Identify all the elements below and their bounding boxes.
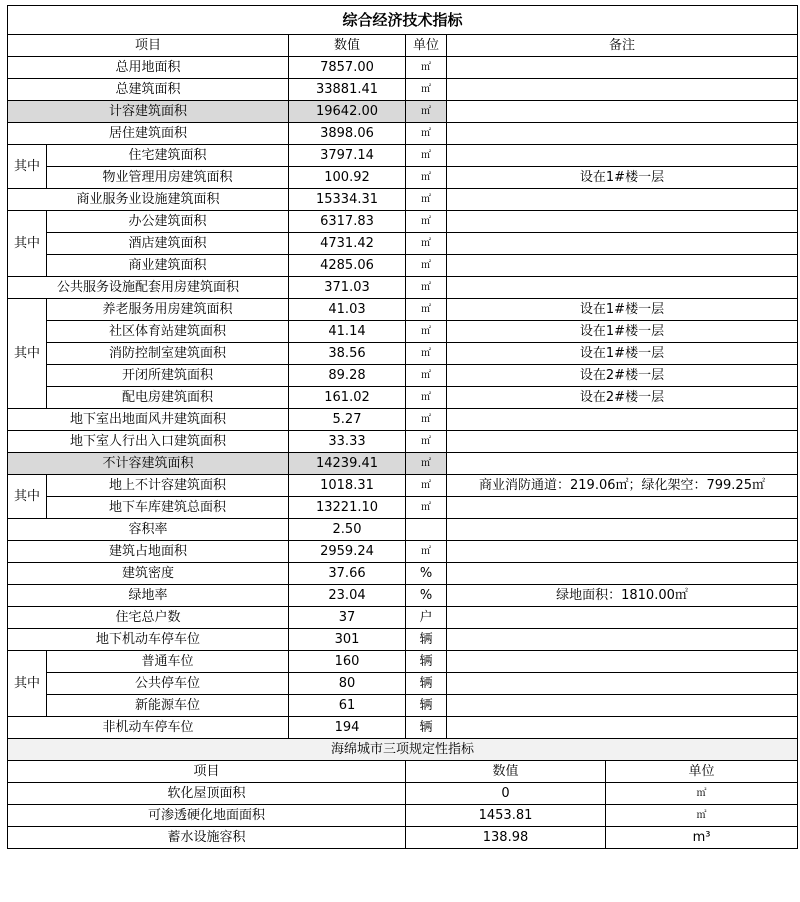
row-label: 居住建筑面积 [8,123,289,145]
table-row [8,475,798,497]
header-value: 数值 [289,35,406,57]
row-value: 160 [289,651,406,673]
row-unit: ㎡ [406,211,447,233]
row-value: 100.92 [289,167,406,189]
row-value: 14239.41 [289,453,406,475]
row-unit: ㎡ [406,431,447,453]
row-label: 商业建筑面积 [47,255,289,277]
row-label: 新能源车位 [47,695,289,717]
row-unit: ㎡ [406,321,447,343]
row-unit: ㎡ [406,255,447,277]
row-value: 4285.06 [289,255,406,277]
sponge-row-value: 138.98 [406,827,606,849]
sponge-section-title: 海绵城市三项规定性指标 [8,739,798,761]
row-unit: 辆 [406,629,447,651]
group-label: 其中 [8,651,47,717]
row-unit: 户 [406,607,447,629]
sponge-row-unit: m³ [606,827,798,849]
row-note: 绿地面积：1810.00㎡ [447,585,798,607]
table-row [8,497,798,519]
row-value: 41.14 [289,321,406,343]
table-row [8,79,798,101]
table-row [8,717,798,739]
row-unit: ㎡ [406,79,447,101]
row-note: 商业消防通道：219.06㎡；绿化架空：799.25㎡ [447,475,798,497]
row-value: 37.66 [289,563,406,585]
row-note [447,519,798,541]
row-note [447,145,798,167]
row-label: 地下室人行出入口建筑面积 [8,431,289,453]
row-note [447,651,798,673]
sponge-indicator-table [7,760,798,849]
row-value: 194 [289,717,406,739]
row-note [447,233,798,255]
row-label: 开闭所建筑面积 [47,365,289,387]
row-value: 33881.41 [289,79,406,101]
row-note [447,629,798,651]
row-label: 地下机动车停车位 [8,629,289,651]
row-note [447,409,798,431]
group-label: 其中 [8,145,47,189]
row-label: 建筑密度 [8,563,289,585]
row-note [447,673,798,695]
row-unit: ㎡ [406,277,447,299]
table-row [8,387,798,409]
row-value: 15334.31 [289,189,406,211]
row-unit: ㎡ [406,409,447,431]
row-label: 酒店建筑面积 [47,233,289,255]
row-unit: ㎡ [406,541,447,563]
row-note: 设在1#楼一层 [447,299,798,321]
sponge-row-unit: ㎡ [606,805,798,827]
row-value: 23.04 [289,585,406,607]
row-value: 4731.42 [289,233,406,255]
row-unit: ㎡ [406,189,447,211]
table-row [8,541,798,563]
row-label: 地下室出地面风井建筑面积 [8,409,289,431]
row-note: 设在2#楼一层 [447,365,798,387]
row-note [447,497,798,519]
row-label: 办公建筑面积 [47,211,289,233]
row-unit: ㎡ [406,497,447,519]
row-label: 物业管理用房建筑面积 [47,167,289,189]
row-value: 33.33 [289,431,406,453]
main-indicator-table [7,5,798,761]
table-row [8,651,798,673]
row-note: 设在1#楼一层 [447,343,798,365]
row-unit: ㎡ [406,453,447,475]
table-row [8,255,798,277]
row-note: 设在1#楼一层 [447,321,798,343]
row-note [447,431,798,453]
sponge-row-label: 可渗透硬化地面面积 [8,805,406,827]
row-unit: ㎡ [406,57,447,79]
row-value: 38.56 [289,343,406,365]
row-value: 2.50 [289,519,406,541]
row-label: 养老服务用房建筑面积 [47,299,289,321]
row-note [447,123,798,145]
table-row [8,673,798,695]
row-label: 非机动车停车位 [8,717,289,739]
row-note: 设在1#楼一层 [447,167,798,189]
table-row [8,563,798,585]
group-label: 其中 [8,299,47,409]
row-unit: ㎡ [406,145,447,167]
row-note [447,563,798,585]
sponge-header-item: 项目 [8,761,406,783]
table-row [8,827,798,849]
row-unit: ㎡ [406,343,447,365]
table-row [8,123,798,145]
row-value: 301 [289,629,406,651]
table-row [8,607,798,629]
header-unit: 单位 [406,35,447,57]
row-label: 公共停车位 [47,673,289,695]
row-unit: ㎡ [406,167,447,189]
row-label: 消防控制室建筑面积 [47,343,289,365]
row-unit: 辆 [406,651,447,673]
table-title: 综合经济技术指标 [8,6,798,35]
indicator-sheet [7,5,797,849]
row-note [447,607,798,629]
table-row [8,783,798,805]
row-label: 总用地面积 [8,57,289,79]
row-unit: ㎡ [406,365,447,387]
row-unit: ㎡ [406,123,447,145]
row-label: 不计容建筑面积 [8,453,289,475]
table-row [8,145,798,167]
table-row [8,453,798,475]
row-value: 41.03 [289,299,406,321]
table-row [8,57,798,79]
table-row [8,409,798,431]
group-label: 其中 [8,211,47,277]
row-label: 建筑占地面积 [8,541,289,563]
row-unit: 辆 [406,695,447,717]
row-label: 绿地率 [8,585,289,607]
table-row [8,629,798,651]
row-note [447,277,798,299]
row-note [447,255,798,277]
table-row [8,431,798,453]
row-label: 住宅建筑面积 [47,145,289,167]
table-row [8,277,798,299]
table-row [8,321,798,343]
row-note: 设在2#楼一层 [447,387,798,409]
row-unit: 辆 [406,673,447,695]
row-value: 2959.24 [289,541,406,563]
row-label: 普通车位 [47,651,289,673]
group-label: 其中 [8,475,47,519]
header-item: 项目 [8,35,289,57]
table-row [8,365,798,387]
row-value: 61 [289,695,406,717]
row-note [447,717,798,739]
row-value: 161.02 [289,387,406,409]
row-note [447,101,798,123]
table-row [8,299,798,321]
row-unit: ㎡ [406,233,447,255]
row-label: 社区体育站建筑面积 [47,321,289,343]
row-label: 住宅总户数 [8,607,289,629]
header-note: 备注 [447,35,798,57]
row-value: 6317.83 [289,211,406,233]
row-value: 5.27 [289,409,406,431]
row-unit: ㎡ [406,101,447,123]
table-row [8,211,798,233]
table-row [8,519,798,541]
table-row [8,101,798,123]
sponge-row-unit: ㎡ [606,783,798,805]
row-value: 37 [289,607,406,629]
table-row [8,695,798,717]
row-unit: 辆 [406,717,447,739]
row-label: 总建筑面积 [8,79,289,101]
row-value: 13221.10 [289,497,406,519]
row-unit: % [406,585,447,607]
row-value: 371.03 [289,277,406,299]
row-value: 19642.00 [289,101,406,123]
row-unit: ㎡ [406,299,447,321]
row-note [447,695,798,717]
row-note [447,189,798,211]
row-note [447,541,798,563]
row-unit: ㎡ [406,387,447,409]
row-label: 地上不计容建筑面积 [47,475,289,497]
table-row [8,233,798,255]
row-note [447,79,798,101]
row-unit: % [406,563,447,585]
row-note [447,211,798,233]
row-value: 3797.14 [289,145,406,167]
row-value: 80 [289,673,406,695]
row-value: 3898.06 [289,123,406,145]
sponge-row-value: 1453.81 [406,805,606,827]
row-label: 容积率 [8,519,289,541]
row-note [447,57,798,79]
table-row [8,167,798,189]
table-row [8,189,798,211]
row-label: 公共服务设施配套用房建筑面积 [8,277,289,299]
table-row [8,805,798,827]
row-value: 7857.00 [289,57,406,79]
sponge-row-label: 蓄水设施容积 [8,827,406,849]
row-note [447,453,798,475]
sponge-header-unit: 单位 [606,761,798,783]
row-value: 89.28 [289,365,406,387]
row-label: 商业服务业设施建筑面积 [8,189,289,211]
row-value: 1018.31 [289,475,406,497]
sponge-row-value: 0 [406,783,606,805]
sponge-header-value: 数值 [406,761,606,783]
row-label: 地下车库建筑总面积 [47,497,289,519]
row-label: 配电房建筑面积 [47,387,289,409]
table-row [8,585,798,607]
table-row [8,343,798,365]
sponge-row-label: 软化屋顶面积 [8,783,406,805]
row-unit [406,519,447,541]
row-unit: ㎡ [406,475,447,497]
row-label: 计容建筑面积 [8,101,289,123]
